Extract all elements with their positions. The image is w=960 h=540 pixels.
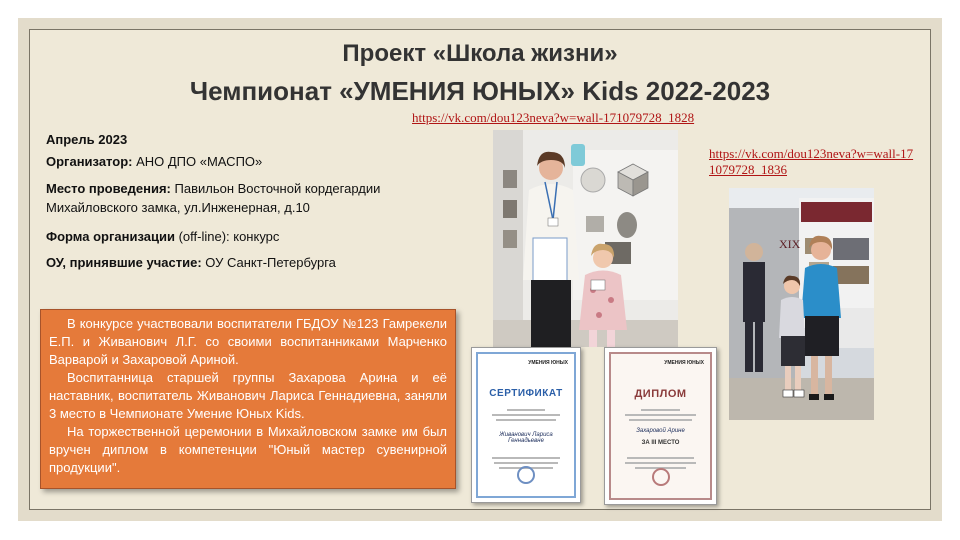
participants-line	[46, 253, 336, 272]
certificate-title: СЕРТИФИКАТ	[489, 388, 563, 399]
vk-post-link-1828[interactable]: https://vk.com/dou123neva?w=wall-171079728_1828	[412, 110, 695, 125]
place-label: Место проведения:	[46, 181, 171, 196]
diploma-document	[604, 347, 717, 505]
page-title-line1: Проект «Школа жизни»	[342, 40, 618, 67]
event-photo-1-image	[493, 130, 678, 347]
form-label: Форма организации	[46, 229, 175, 244]
participants-label: ОУ, принявшие участие:	[46, 255, 202, 270]
certificate-frame	[476, 352, 576, 498]
diploma-text-lines	[621, 406, 700, 424]
certificate-document	[471, 347, 581, 503]
diploma-recipient: Захаровой Арине	[636, 428, 685, 434]
description-paragraph-1: В конкурсе участвовали воспитатели ГБДОУ №123 Гамрекели Е.П. и Живанович Л.Г. со своими воспитанниками Марченко Варварой и Захаровой Ариной.	[49, 316, 447, 367]
diploma-seal-icon	[652, 468, 670, 486]
diploma-header: УМЕНИЯ ЮНЫХ	[664, 360, 704, 366]
certificate-text-lines	[488, 406, 564, 424]
organizer-label: Организатор:	[46, 154, 133, 169]
certificate-header: УМЕНИЯ ЮНЫХ	[528, 360, 568, 366]
description-paragraph-2: Воспитанница старшей группы Захарова Арина и её наставник, воспитатель Живанович Лариса Геннадиевна, заняли 3 место в Чемпионате Умение Юных Kids.	[49, 370, 447, 421]
description-box	[40, 309, 456, 489]
certificate-seal-icon	[517, 466, 535, 484]
event-photo-2	[729, 188, 874, 420]
event-date: Апрель 2023	[46, 132, 128, 147]
organizer-line	[46, 152, 262, 171]
description-paragraph-3: На торжественной церемонии в Михайловском замке им был вручен диплом в компетенции "Юный мастер сувенирной продукции".	[49, 424, 447, 475]
participants-value: ОУ Санкт-Петербурга	[201, 255, 336, 270]
event-photo-2-image	[729, 188, 874, 420]
vk-post-link-1836[interactable]: https://vk.com/dou123neva?w=wall-171079728_1836	[709, 146, 914, 177]
event-photo-1	[493, 130, 678, 347]
diploma-title: ДИПЛОМ	[634, 388, 687, 400]
page-title-line2: Чемпионат «УМЕНИЯ ЮНЫХ» Kids 2022-2023	[189, 76, 771, 106]
form-line	[46, 227, 279, 246]
certificate-recipient: Живанович Лариса Геннадьевне	[499, 432, 553, 444]
exhibit-numeral: XIX	[779, 237, 801, 251]
diploma-place: ЗА III МЕСТО	[641, 440, 680, 446]
place-value: Павильон Восточной кордегардии Михайловского замка, ул.Инженерная, д.10	[46, 181, 381, 215]
diploma-frame	[609, 352, 712, 500]
organizer-value: АНО ДПО «МАСПО»	[132, 154, 263, 169]
place-line	[46, 179, 466, 217]
form-value: (off-line): конкурс	[174, 229, 280, 244]
